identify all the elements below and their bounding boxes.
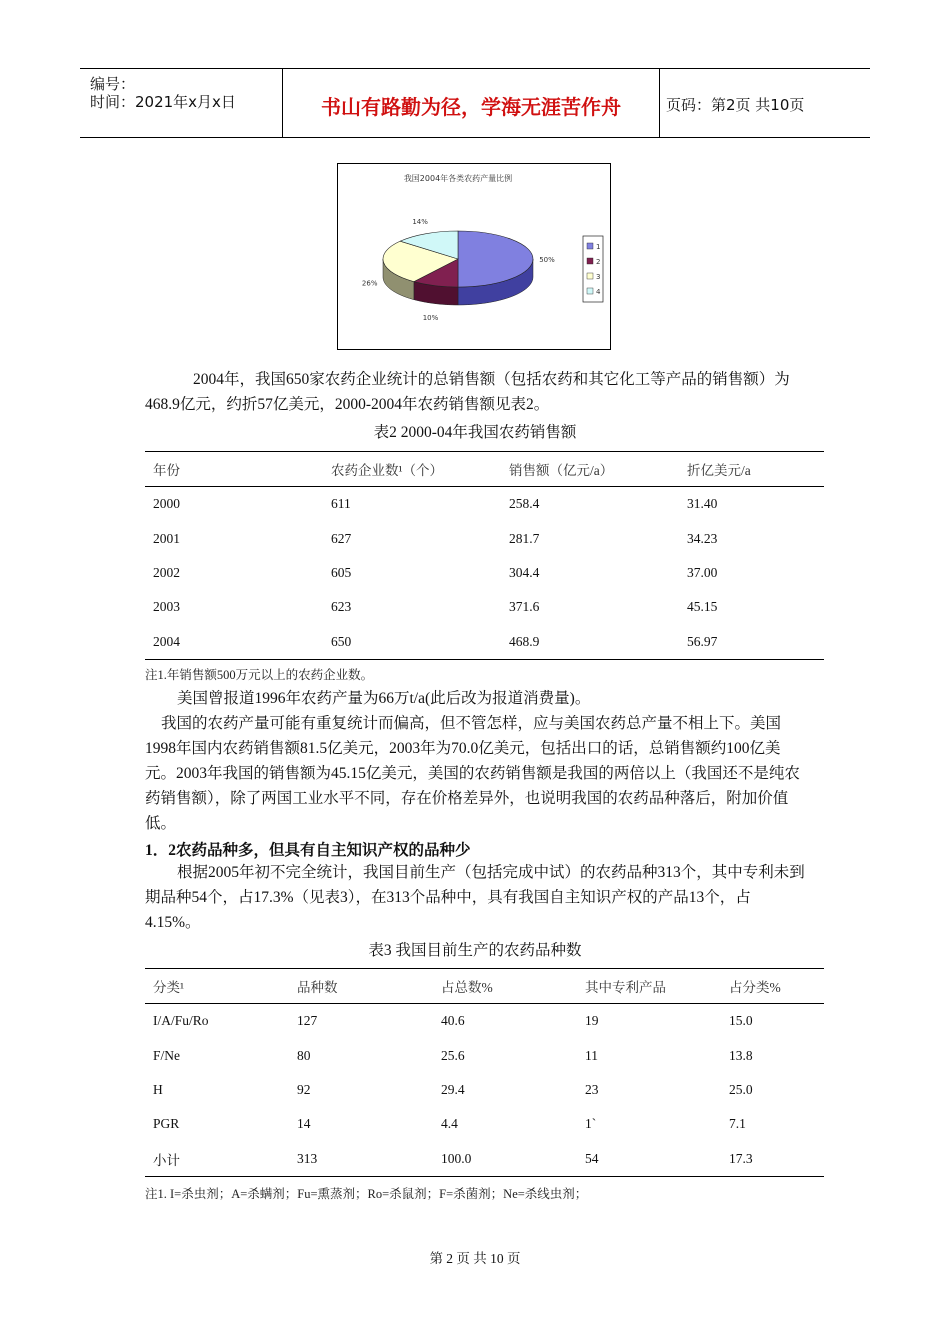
table-cell: 56.97 (679, 625, 824, 660)
table-cell: 468.9 (501, 625, 679, 660)
table-cell: 14 (297, 1116, 311, 1132)
table-cell: 4.4 (441, 1116, 458, 1132)
table-cell: 611 (331, 496, 351, 512)
table-cell: 13.8 (729, 1047, 753, 1063)
table-cell: 605 (331, 564, 352, 580)
table-cell: 371.6 (509, 599, 540, 615)
table-cell: F/Ne (153, 1047, 180, 1063)
header-motto: 书山有路勤为径，学海无涯苦作舟 (321, 95, 621, 119)
header-page-cell (660, 69, 870, 137)
column-header: 年份 (145, 452, 323, 487)
table-cell: 31.40 (687, 496, 718, 512)
legend-swatch (587, 258, 593, 264)
column-header: 品种数 (289, 969, 433, 1004)
table-cell: 25.6 (441, 1047, 465, 1063)
table-cell: 2003 (153, 599, 180, 615)
table-cell: 127 (297, 1013, 318, 1029)
column-header: 销售额（亿元/a） (501, 452, 679, 487)
paragraph-us-production: 美国曾报道1996年农药产量为66万t/a(此后改为报道消费量)。 (177, 690, 591, 707)
table-cell: 650 (323, 625, 501, 660)
time-label: 时间：2021年x月x日 (90, 93, 236, 111)
legend-label: 3 (596, 273, 601, 281)
page-footer: 第 2 页 共 10 页 (429, 1251, 521, 1266)
paragraph-sales-total: 2004年，我国650家农药企业统计的总销售额（包括农药和其它化工等产品的销售额）为468.9亿元，约折57亿美元，2000-2004年农药销售额见表2。 (145, 371, 790, 413)
legend-swatch (587, 288, 593, 294)
pie-chart (337, 163, 611, 350)
serial-label: 编号： (90, 75, 136, 93)
table-cell: 2004 (145, 625, 323, 660)
table2-caption: 表2 2000-04年我国农药销售额 (373, 424, 577, 441)
table-cell: 37.00 (687, 564, 718, 580)
table-cell: 15.0 (729, 1013, 753, 1029)
table-row (145, 521, 824, 555)
column-header: 占分类% (721, 969, 824, 1004)
column-header: 分类¹ (145, 969, 289, 1004)
legend-label: 2 (596, 258, 601, 266)
table3-varieties (145, 968, 824, 1177)
column-header: 折亿美元/a (679, 452, 824, 487)
table-cell: 2002 (153, 564, 180, 580)
table-cell: 100.0 (433, 1142, 577, 1177)
legend-swatch (587, 273, 593, 279)
table-cell: 623 (331, 599, 352, 615)
table-cell: 2001 (153, 530, 180, 546)
table-cell: 25.0 (729, 1081, 753, 1097)
table-cell: 29.4 (441, 1081, 465, 1097)
paragraph-varieties: 根据2005年初不完全统计，我国目前生产（包括完成中试）的农药品种313个，其中专利未到期品种54个，占17.3%（见表3），在313个品种中，具有我国自主知识产权的产品13个，占4.15%。 (145, 864, 805, 931)
legend-swatch (587, 243, 593, 249)
column-header: 占总数% (433, 969, 577, 1004)
table-cell: 34.23 (687, 530, 718, 546)
chart-title: 我国2004年各类农药产量比例 (403, 174, 513, 183)
page-header (80, 68, 870, 138)
legend-label: 4 (596, 288, 601, 296)
table-row (145, 1107, 824, 1141)
table-cell: 281.7 (509, 530, 540, 546)
table-cell: I/A/Fu/Ro (153, 1013, 209, 1029)
pie-data-label: 10% (422, 313, 439, 322)
table-cell: 92 (297, 1081, 311, 1097)
table-cell: 19 (585, 1013, 599, 1029)
table-cell: 23 (585, 1081, 599, 1097)
table-row (145, 1142, 824, 1177)
table-cell: 17.3 (721, 1142, 824, 1177)
table-cell: 7.1 (729, 1116, 746, 1132)
table3-note: 注1. I=杀虫剂；A=杀螨剂；Fu=熏蒸剂；Ro=杀鼠剂；F=杀菌剂；Ne=杀线虫剂； (145, 1187, 588, 1201)
column-header: 其中专利产品 (577, 969, 721, 1004)
table-cell: 80 (297, 1047, 311, 1063)
table-row (145, 625, 824, 660)
table-row (145, 1038, 824, 1072)
pie-data-label: 26% (361, 279, 378, 288)
table-row (145, 1004, 824, 1039)
table-header-row (145, 969, 824, 1004)
legend-label: 1 (596, 243, 601, 251)
table2-note: 注1.年销售额500万元以上的农药企业数。 (145, 668, 374, 682)
column-header: 农药企业数¹（个） (323, 452, 501, 487)
table-row (145, 556, 824, 590)
table-cell: PGR (153, 1116, 180, 1132)
table-cell: 627 (331, 530, 352, 546)
pie-data-label: 14% (412, 217, 428, 226)
table-cell: 54 (577, 1142, 721, 1177)
table-cell: 304.4 (509, 564, 540, 580)
table-cell: 1` (585, 1116, 597, 1132)
table-cell: 2000 (153, 496, 180, 512)
table-cell: 45.15 (687, 599, 718, 615)
header-page-label: 页码：第2页 共10页 (666, 96, 805, 114)
table-cell: 313 (289, 1142, 433, 1177)
paragraph-comparison: 我国的农药产量可能有重复统计而偏高，但不管怎样，应与美国农药总产量不相上下。美国1998年国内农药销售额81.5亿美元，2003年为70.0亿美元，包括出口的话，总销售额约100亿美元。2003年我国的销售额为45.15亿美元，美国的农药销售额是我国的两倍以上（我国还不是纯农药销售额），除了两国工业水平不同，存在价格差异外，也说明我国的农药品种落后，附加价值低。 (145, 715, 800, 832)
table-row (145, 590, 824, 624)
section-heading: 1．2农药品种多，但具有自主知识产权的品种少 (145, 842, 471, 859)
table-cell: 40.6 (441, 1013, 465, 1029)
pie-data-label: 50% (539, 256, 555, 264)
table2-sales (145, 451, 824, 660)
pie-chart-svg (338, 164, 610, 349)
table-cell: 11 (585, 1047, 598, 1063)
table-row (145, 487, 824, 522)
table-row (145, 1073, 824, 1107)
table-cell: 小计 (145, 1142, 289, 1177)
table-header-row (145, 452, 824, 487)
table3-caption: 表3 我国目前生产的农药品种数 (368, 942, 582, 959)
table-cell: H (153, 1081, 163, 1097)
header-motto-cell (283, 69, 660, 137)
header-left-cell (80, 69, 283, 137)
table-cell: 258.4 (509, 496, 540, 512)
